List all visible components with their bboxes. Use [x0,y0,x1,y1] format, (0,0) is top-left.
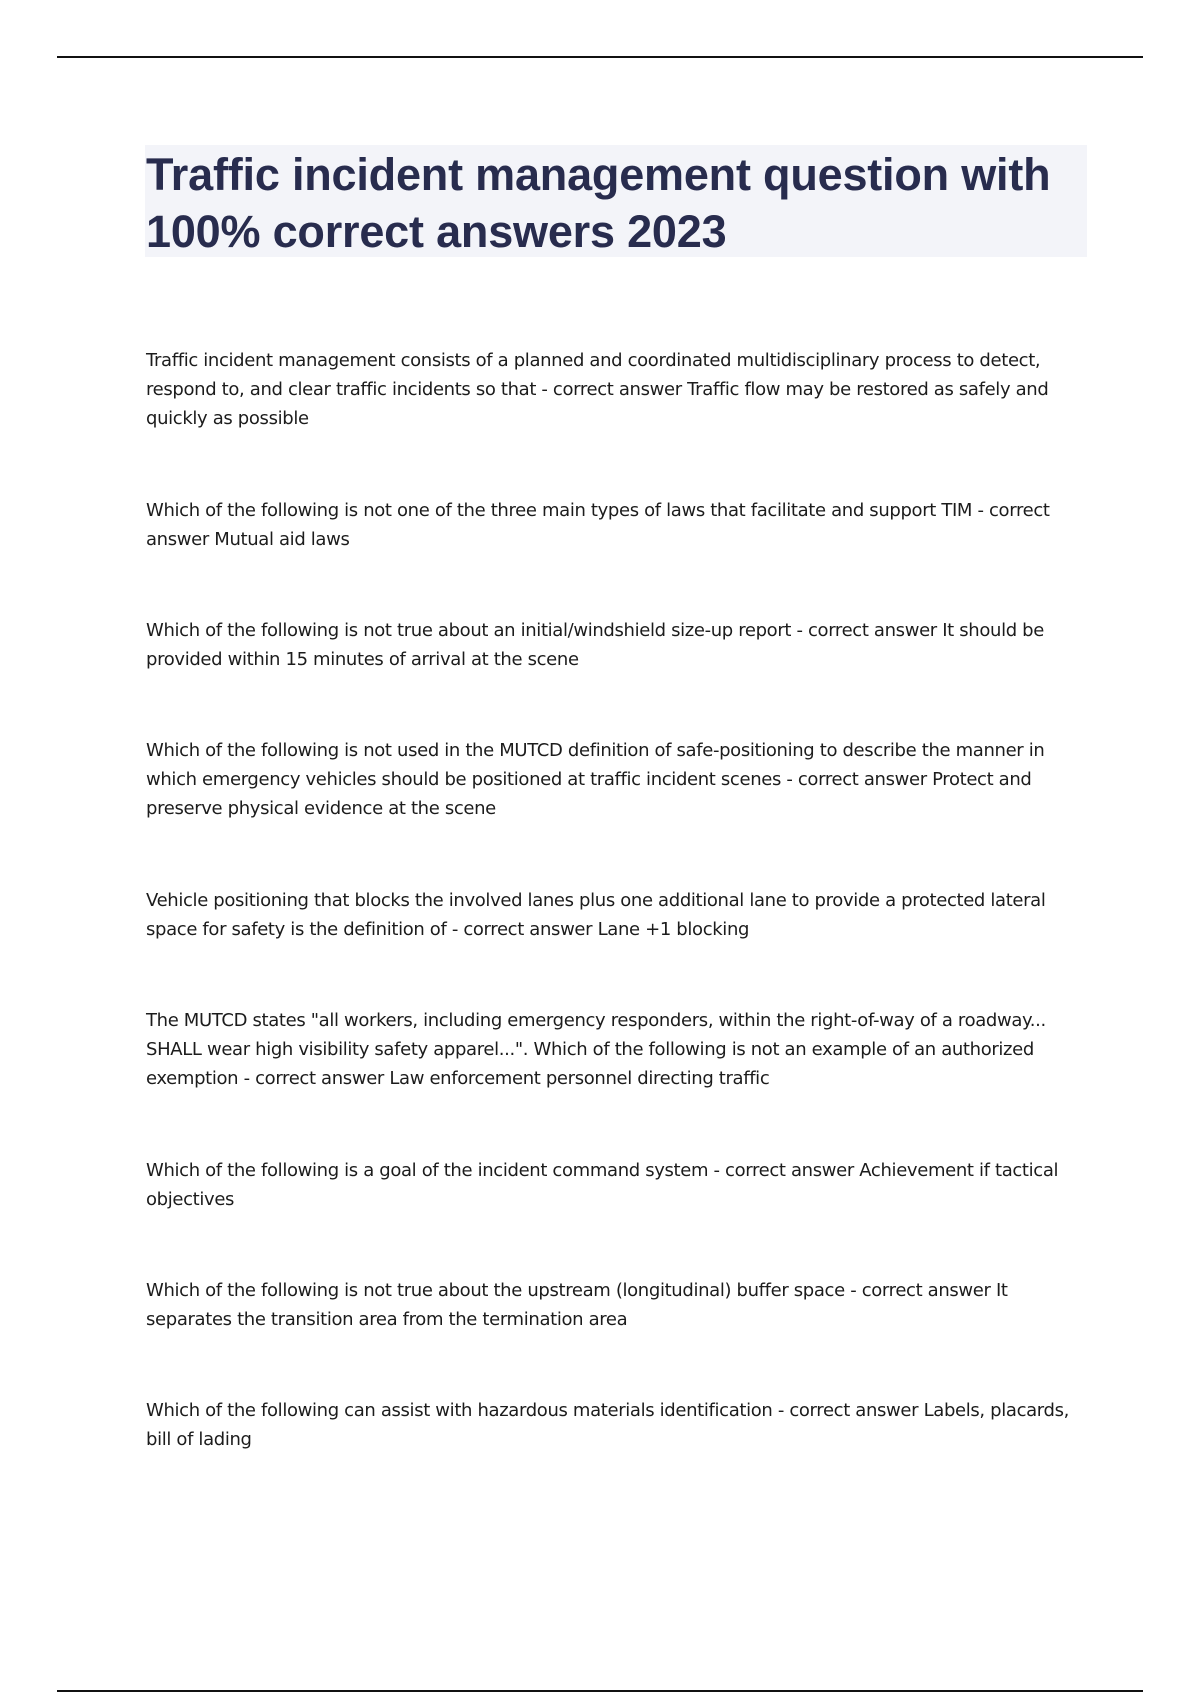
qa-item-6: The MUTCD states "all workers, including emergency responders, within the right-of-way of a roadway... SHALL wear high visibility safety apparel...". Which of the following is not an example of an authorized exemption - correct answer Law enforcement personnel directing traffic [146,1010,1046,1089]
qa-item-2: Which of the following is not one of the three main types of laws that facilitate and support TIM - correct answer Mutual aid laws [146,500,1050,550]
qa-item-1: Traffic incident management consists of a planned and coordinated multidisciplinary process to detect, respond to, and clear traffic incidents so that - correct answer Traffic flow may be restored as safely and quickly as possible [146,350,1049,429]
bottom-divider [57,1690,1143,1692]
qa-item-3: Which of the following is not true about an initial/windshield size-up report - correct answer It should be provided within 15 minutes of arrival at the scene [146,620,1044,670]
qa-item-7: Which of the following is a goal of the incident command system - correct answer Achievement if tactical objectives [146,1160,1059,1210]
top-divider [57,56,1143,58]
qa-item-8: Which of the following is not true about the upstream (longitudinal) buffer space - correct answer It separates the transition area from the termination area [146,1280,1008,1330]
qa-item-5: Vehicle positioning that blocks the involved lanes plus one additional lane to provide a protected lateral space for safety is the definition of - correct answer Lane +1 blocking [146,890,1046,940]
qa-item-4: Which of the following is not used in the MUTCD definition of safe-positioning to describe the manner in which emergency vehicles should be positioned at traffic incident scenes - correct answer Protect and preserve physical evidence at the scene [146,740,1045,819]
qa-item-9: Which of the following can assist with hazardous materials identification - correct answer Labels, placards, bill of lading [146,1400,1070,1450]
document-title: Traffic incident management question with 100% correct answers 2023 [146,149,1051,257]
